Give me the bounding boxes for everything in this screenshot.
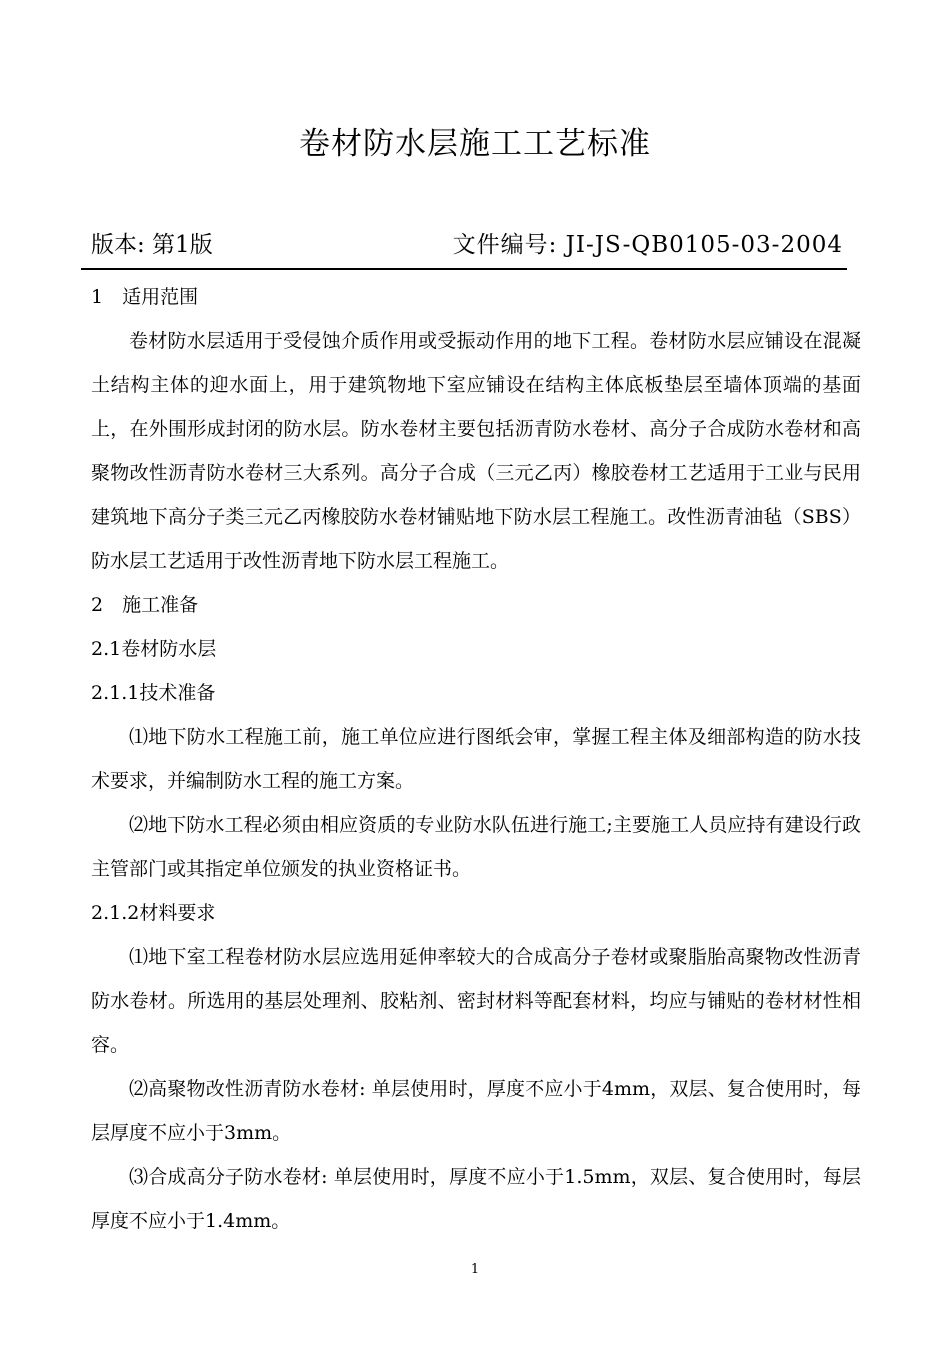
section-heading-scope: 1 适用范围 [91,286,199,308]
version-label: 版本: 第1版 [91,232,213,258]
document-number-label: 文件编号: JI-JS-QB0105-03-2004 [452,232,843,258]
document-meta-row [91,226,843,264]
page-number: 1 [470,1262,480,1277]
material-requirement-item-1: ⑴地下室工程卷材防水层应选用延伸率较大的合成高分子卷材或聚脂胎高聚物改性沥青防水卷材。所选用的基层处理剂、胶粘剂、密封材料等配套材料，均应与铺贴的卷材材性相容。 [91,946,861,1056]
page-title: 卷材防水层施工工艺标准 [299,126,651,162]
subsection-heading-material-requirements: 2.1.2材料要求 [91,902,216,924]
subsection-heading-membrane-layer: 2.1卷材防水层 [91,638,217,660]
material-requirement-item-3: ⑶合成高分子防水卷材: 单层使用时，厚度不应小于1.5mm，双层、复合使用时，每层厚度不应小于1.4mm。 [91,1166,861,1232]
material-requirement-item-2: ⑵高聚物改性沥青防水卷材: 单层使用时，厚度不应小于4mm，双层、复合使用时，每层厚度不应小于3mm。 [91,1078,861,1144]
header-rule [81,268,847,270]
technical-prep-item-2: ⑵地下防水工程必须由相应资质的专业防水队伍进行施工;主要施工人员应持有建设行政主管部门或其指定单位颁发的执业资格证书。 [91,814,861,880]
section-heading-preparation: 2 施工准备 [91,594,199,616]
subsection-heading-technical-preparation: 2.1.1技术准备 [91,682,216,704]
document-body [91,275,861,1243]
technical-prep-item-1: ⑴地下防水工程施工前，施工单位应进行图纸会审，掌握工程主体及细部构造的防水技术要求，并编制防水工程的施工方案。 [91,726,861,792]
scope-paragraph: 卷材防水层适用于受侵蚀介质作用或受振动作用的地下工程。卷材防水层应铺设在混凝土结构主体的迎水面上，用于建筑物地下室应铺设在结构主体底板垫层至墙体顶端的基面上，在外围形成封闭的防水层。防水卷材主要包括沥青防水卷材、高分子合成防水卷材和高聚物改性沥青防水卷材三大系列。高分子合成（三元乙丙）橡胶卷材工艺适用于工业与民用建筑地下高分子类三元乙丙橡胶防水卷材铺贴地下防水层工程施工。改性沥青油毡（SBS）防水层工艺适用于改性沥青地下防水层工程施工。 [91,330,861,572]
